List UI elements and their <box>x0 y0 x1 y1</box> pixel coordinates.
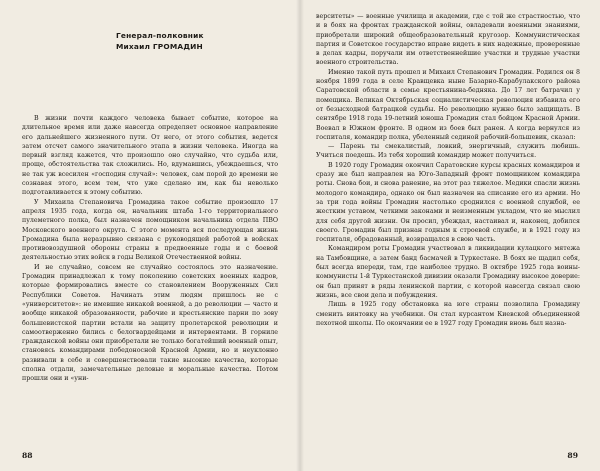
paragraph: В 1920 году Громадин окончил Саратовские курсы красных командиров и сразу же был направлен на Юго-Западный фронт помощником командира роты. Снова бои, и снова ранение, на этот раз тяжелое. Медики спасли жизнь молодого командира, однако он был назначен на списание его из армии. Но за три года войны Громадин настолько сроднился с военной службой, ее жестким уставом, четкими законами и неизменным укладом, что не мыслил для себя другой жизни. Он просил, убеждал, настаивал и, наконец, добился своего. Громадин был признан годным к строевой службе, и в 1921 году из госпиталя, обрадованный, возвращался в свою часть. <box>316 161 580 244</box>
paragraph: И не случайно, совсем не случайно состоялось это назначение. Громадин принадлежал к тому поколению советских военных кадров, которые формировались вместе со становлением Вооруженных Сил Республики Советов. Начинать этим людям пришлось не с «университетов»: не имевшие никакой военной, а до революции — часто и вообще никакой образованности, рабочие и крестьянские парни по зову большевистской партии встали на защиту пролетарской революции и самоотверженно бились с белогвардейцами и интервентами. В горниле гражданской войны они приобретали не только богатейший военный опыт, становясь командирами победоносной Красной Армии, но и неуклонно развивали в себе и совершенствовали такие высокие качества, которые сполна отдали, замечательные деловые и моральные качества. Потом прошли они и «уни- <box>22 263 278 383</box>
paragraph: У Михаила Степановича Громадина такое событие произошло 17 апреля 1935 года, когда он, начальник штаба 1-го территориального пулеметного полка, был назначен помощником начальника отдела ПВО Московского военного округа. С этого момента вся последующая жизнь Громадина была неразрывно связана с руководящей работой в войсках противовоздушной обороны страны в предвоенные годы и с боевой деятельностью этих войск в годы Великой Отечественной войны. <box>22 198 278 262</box>
book-gutter <box>296 0 304 471</box>
right-page <box>300 0 600 471</box>
paragraph: В жизни почти каждого человека бывает событие, которое на длительное время или даже навсегда определяет основное направление его дальнейшего жизненного пути. От него, от этого события, ведется затем отсчет самого значительного этапа в жизни человека. Иногда на первый взгляд кажется, что произошло оно случайно, что судьба или, проще, обстоятельства так сложились. Но, вдумавшись, убеждаешься, что не так уж всесилен «господин случай»: человек, сам порой до времени не сознавая этого, всем тем, что уже сделано им, как бы неволько подготавливается к этому событию. <box>22 115 278 197</box>
right-page-text <box>316 12 580 328</box>
page-number-left: 88 <box>22 451 33 460</box>
paragraph: верситеты» — военные училища и академии, где с той же страстностью, что и в боях на фронтах гражданской войны, овладевали военными знаниями, приобретали широкий общеобразовательный кругозор. Коммунистическая партия и Советское государство вправе видеть в них надежные, проверенные в делах кадры, поручали им ответственнейшие участки и трудные участки военного строительства. <box>316 13 580 67</box>
left-page-text <box>22 114 278 384</box>
paragraph: Именно такой путь прошел и Михаил Степанович Громадин. Родился он 8 ноября 1899 года в селе Кравщевка ныне Базарно-Карабулакского района Саратовской области в семье крестьянина-бедняка. До 17 лет батрачил у помещика. Великая Октябрьская социалистическая революция избавила его от безысходной батрацкой судьбы. Но революцию нужно было защищать. В сентябре 1918 года 19-летний юноша Громадин стал бойцом Красной Армии. Воевал в Южном фронте. В одном из боев был ранен. А когда вернулся из госпиталя, командир полка, убеленный сединой рабочий-большевик, сказал: <box>316 68 580 141</box>
paragraph: Лишь в 1925 году обстановка на юге страны позволила Громадину сменить винтовку на учебники. Он стал курсантом Киевской объединенной пехотной школы. По окончании ее в 1927 году Громадин вновь был назна- <box>316 301 580 327</box>
chapter-heading <box>116 30 204 52</box>
paragraph: — Парень ты смекалистый, ловкий, энергичный, служить любишь. Учиться поедешь. Из тебя хороший командир может получиться. <box>316 143 580 160</box>
heading-name: Михаил ГРОМАДИН <box>116 42 203 51</box>
heading-rank: Генерал-полковник <box>116 31 204 40</box>
page-number-right: 89 <box>567 451 578 460</box>
paragraph: Командиром роты Громадин участвовал в ликвидации кулацкого мятежа на Тамбовщине, а затем банд басмачей в Туркестане. В боях не щадил себя, был всегда впереди, там, где наиболее трудно. В октябре 1925 года воины-коммунисты 1-й Туркестанской дивизии оказали Громадину высокое доверие: он был принят в ряды ленинской партии, с которой навсегда связал свою жизнь, все свои дела и побуждения. <box>316 245 580 299</box>
